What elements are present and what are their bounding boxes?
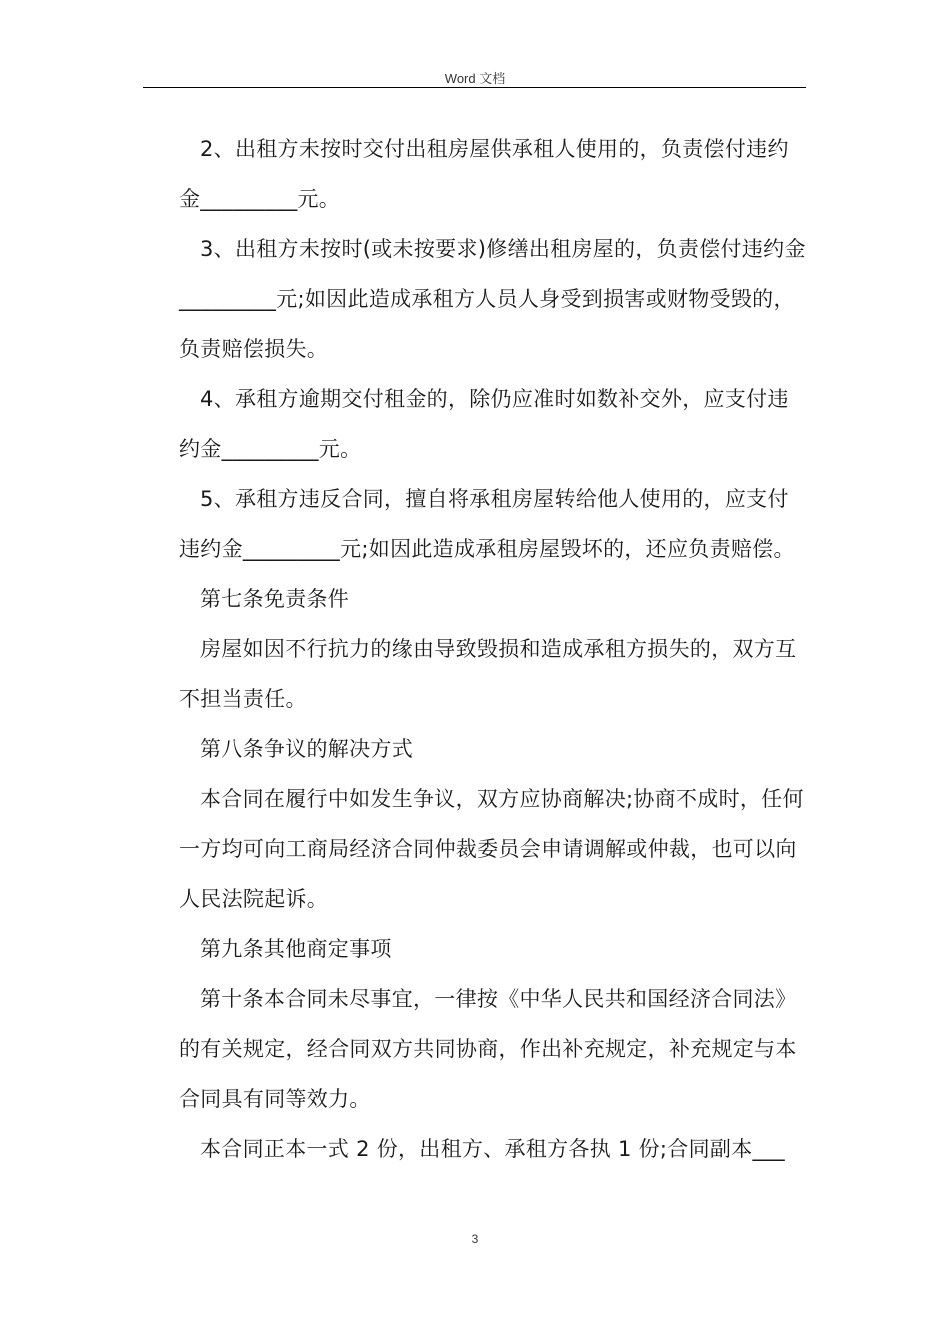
header-divider <box>143 87 806 88</box>
paragraph-copies: 本合同正本一式 2 份，出租方、承租方各执 1 份;合同副本___ <box>200 1137 785 1161</box>
paragraph-article-7: 房屋如因不行抗力的缘由导致毁损和造成承租方损失的，双方互不担当责任。 <box>179 637 797 711</box>
heading-article-7: 第七条免责条件 <box>200 587 350 611</box>
document-body <box>179 124 809 1174</box>
paragraph-article-10: 第十条本合同未尽事宜，一律按《中华人民共和国经济合同法》的有关规定，经合同双方共同协商，作出补充规定，补充规定与本合同具有同等效力。 <box>179 987 797 1111</box>
paragraph-clause-2: 2、出租方未按时交付出租房屋供承租人使用的，负责偿付违约金_________元。 <box>179 137 789 211</box>
paragraph-clause-5: 5、承租方违反合同，擅自将承租房屋转给他人使用的，应支付违约金_________元;如因此造成承租房屋毁坏的，还应负责赔偿。 <box>179 487 795 561</box>
paragraph-clause-4: 4、承租方逾期交付租金的，除仍应准时如数补交外，应支付违约金_________元。 <box>179 387 789 461</box>
page-number: 3 <box>471 1232 479 1246</box>
heading-article-8: 第八条争议的解决方式 <box>200 737 413 761</box>
header-title: Word 文档 <box>444 71 506 86</box>
heading-article-9: 第九条其他商定事项 <box>200 937 392 961</box>
paragraph-clause-3: 3、出租方未按时(或未按要求)修缮出租房屋的，负责偿付违约金_________元;如因此造成承租方人员人身受到损害或财物受毁的，负责赔偿损失。 <box>179 237 806 361</box>
paragraph-article-8: 本合同在履行中如发生争议，双方应协商解决;协商不成时，任何一方均可向工商局经济合同仲裁委员会申请调解或仲裁，也可以向人民法院起诉。 <box>179 787 804 911</box>
